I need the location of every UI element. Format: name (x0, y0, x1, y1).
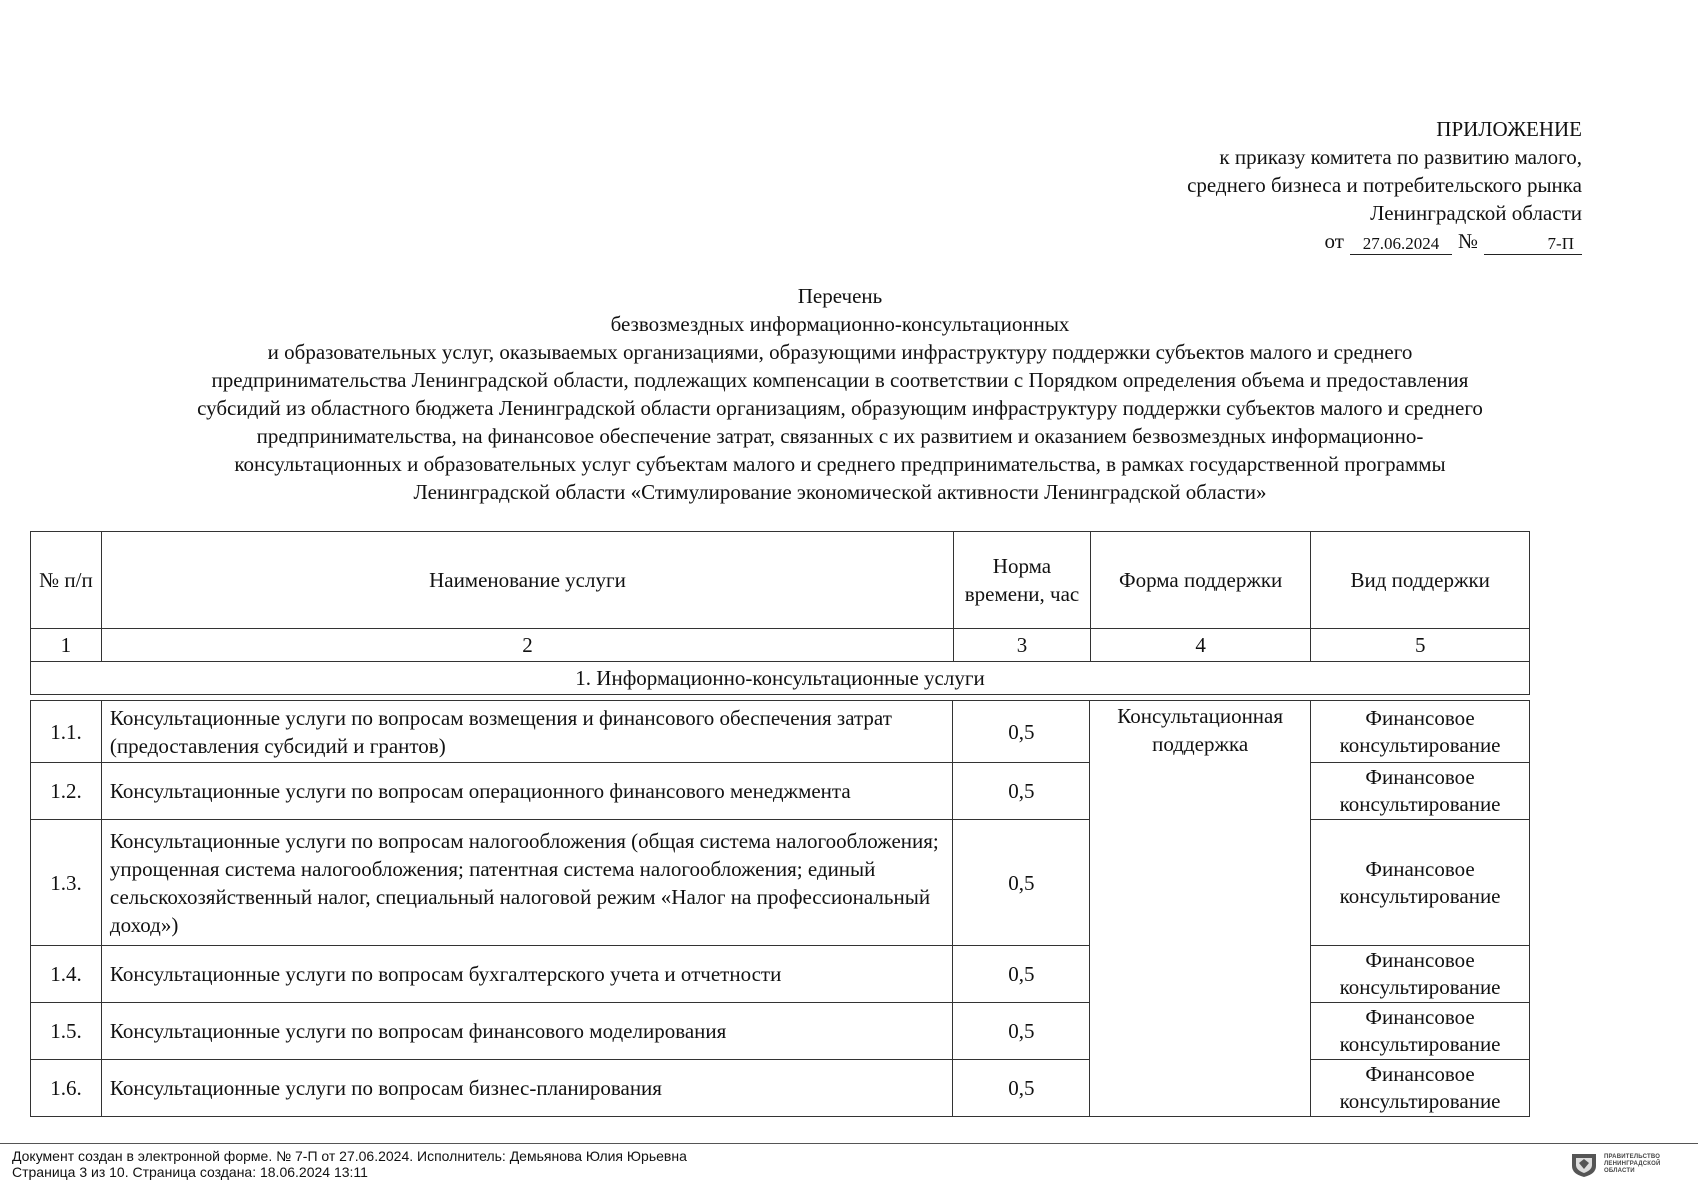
table-row (31, 701, 1530, 763)
appendix-line-2: среднего бизнеса и потребительского рынка (1187, 173, 1582, 197)
section-heading: 1. Информационно-консультационные услуги (31, 662, 1530, 695)
order-date-number (1022, 227, 1582, 255)
title-line: предпринимательства Ленинградской области, подлежащих компенсации в соответствии с Порядком определения объема и предоставления (211, 368, 1469, 392)
appendix-heading: ПРИЛОЖЕНИЕ (1436, 117, 1582, 141)
title-line: и образовательных услуг, оказываемых организациями, образующими инфраструктуру поддержки субъектов малого и среднего (267, 340, 1413, 364)
services-table-header (30, 531, 1530, 695)
row-service: Консультационные услуги по вопросам финансового моделирования (101, 1003, 953, 1060)
row-num: 1.5. (31, 1003, 102, 1060)
row-hours: 0,5 (953, 1060, 1090, 1117)
row-service: Консультационные услуги по вопросам бухгалтерского учета и отчетности (101, 946, 953, 1003)
col-number: 3 (954, 629, 1091, 662)
row-hours: 0,5 (953, 820, 1090, 946)
title-line: Ленинградской области «Стимулирование экономической активности Ленинградской области» (413, 480, 1267, 504)
row-kind: Финансовое консультирование (1311, 763, 1530, 820)
col-header-num: № п/п (31, 532, 102, 629)
row-kind: Финансовое консультирование (1311, 1060, 1530, 1117)
number-sign: № (1457, 229, 1478, 253)
row-kind: Финансовое консультирование (1311, 701, 1530, 763)
row-hours: 0,5 (953, 1003, 1090, 1060)
row-service: Консультационные услуги по вопросам бизнес-планирования (101, 1060, 953, 1117)
row-num: 1.1. (31, 701, 102, 763)
title-line: консультационных и образовательных услуг субъектам малого и среднего предпринимательства, в рамках государственной программы (234, 452, 1446, 476)
row-num: 1.6. (31, 1060, 102, 1117)
from-label: от (1324, 229, 1344, 253)
row-hours: 0,5 (953, 701, 1090, 763)
row-hours: 0,5 (953, 946, 1090, 1003)
footer-line-1: Документ создан в электронной форме. № 7-П от 27.06.2024. Исполнитель: Демьянова Юлия Юрьевна (12, 1148, 687, 1164)
title-line: безвозмездных информационно-консультационных (610, 312, 1070, 336)
document-title (60, 282, 1620, 506)
row-num: 1.2. (31, 763, 102, 820)
footer-divider (0, 1143, 1698, 1144)
emblem-icon (1570, 1150, 1598, 1178)
row-service: Консультационные услуги по вопросам операционного финансового менеджмента (101, 763, 953, 820)
appendix-line-3: Ленинградской области (1370, 201, 1582, 225)
services-table-body (30, 700, 1530, 1117)
col-number: 2 (101, 629, 953, 662)
order-number: 7-П (1484, 234, 1582, 255)
support-form-cell: Консультационная поддержка (1090, 701, 1311, 1117)
row-kind: Финансовое консультирование (1311, 820, 1530, 946)
government-logo (1570, 1150, 1661, 1178)
col-header-service: Наименование услуги (101, 532, 953, 629)
col-header-hours: Норма времени, час (954, 532, 1091, 629)
order-date: 27.06.2024 (1350, 234, 1452, 255)
row-hours: 0,5 (953, 763, 1090, 820)
title-line: предпринимательства, на финансовое обеспечение затрат, связанных с их развитием и оказанием безвозмездных информационно- (256, 424, 1424, 448)
row-num: 1.4. (31, 946, 102, 1003)
footer (12, 1148, 687, 1180)
row-service: Консультационные услуги по вопросам налогообложения (общая система налогообложения; упрощенная система налогообложения; патентная система налогообложения; единый сельскохозяйственный налог, специальный налоговой режим «Налог на профессиональный доход») (101, 820, 953, 946)
row-num: 1.3. (31, 820, 102, 946)
row-kind: Финансовое консультирование (1311, 946, 1530, 1003)
appendix-line-1: к приказу комитета по развитию малого, (1219, 145, 1582, 169)
appendix-block (1022, 115, 1582, 255)
row-service: Консультационные услуги по вопросам возмещения и финансового обеспечения затрат (предоставления субсидий и грантов) (101, 701, 953, 763)
title-line: Перечень (797, 284, 883, 308)
col-number: 4 (1090, 629, 1311, 662)
logo-text: ПРАВИТЕЛЬСТВО ЛЕНИНГРАДСКОЙ ОБЛАСТИ (1604, 1153, 1661, 1174)
col-header-form: Форма поддержки (1090, 532, 1311, 629)
row-kind: Финансовое консультирование (1311, 1003, 1530, 1060)
col-number: 5 (1311, 629, 1530, 662)
footer-line-2: Страница 3 из 10. Страница создана: 18.06.2024 13:11 (12, 1164, 368, 1180)
col-header-kind: Вид поддержки (1311, 532, 1530, 629)
title-line: субсидий из областного бюджета Ленинградской области организациям, образующим инфраструктуру поддержки субъектов малого и среднего (197, 396, 1483, 420)
col-number: 1 (31, 629, 102, 662)
